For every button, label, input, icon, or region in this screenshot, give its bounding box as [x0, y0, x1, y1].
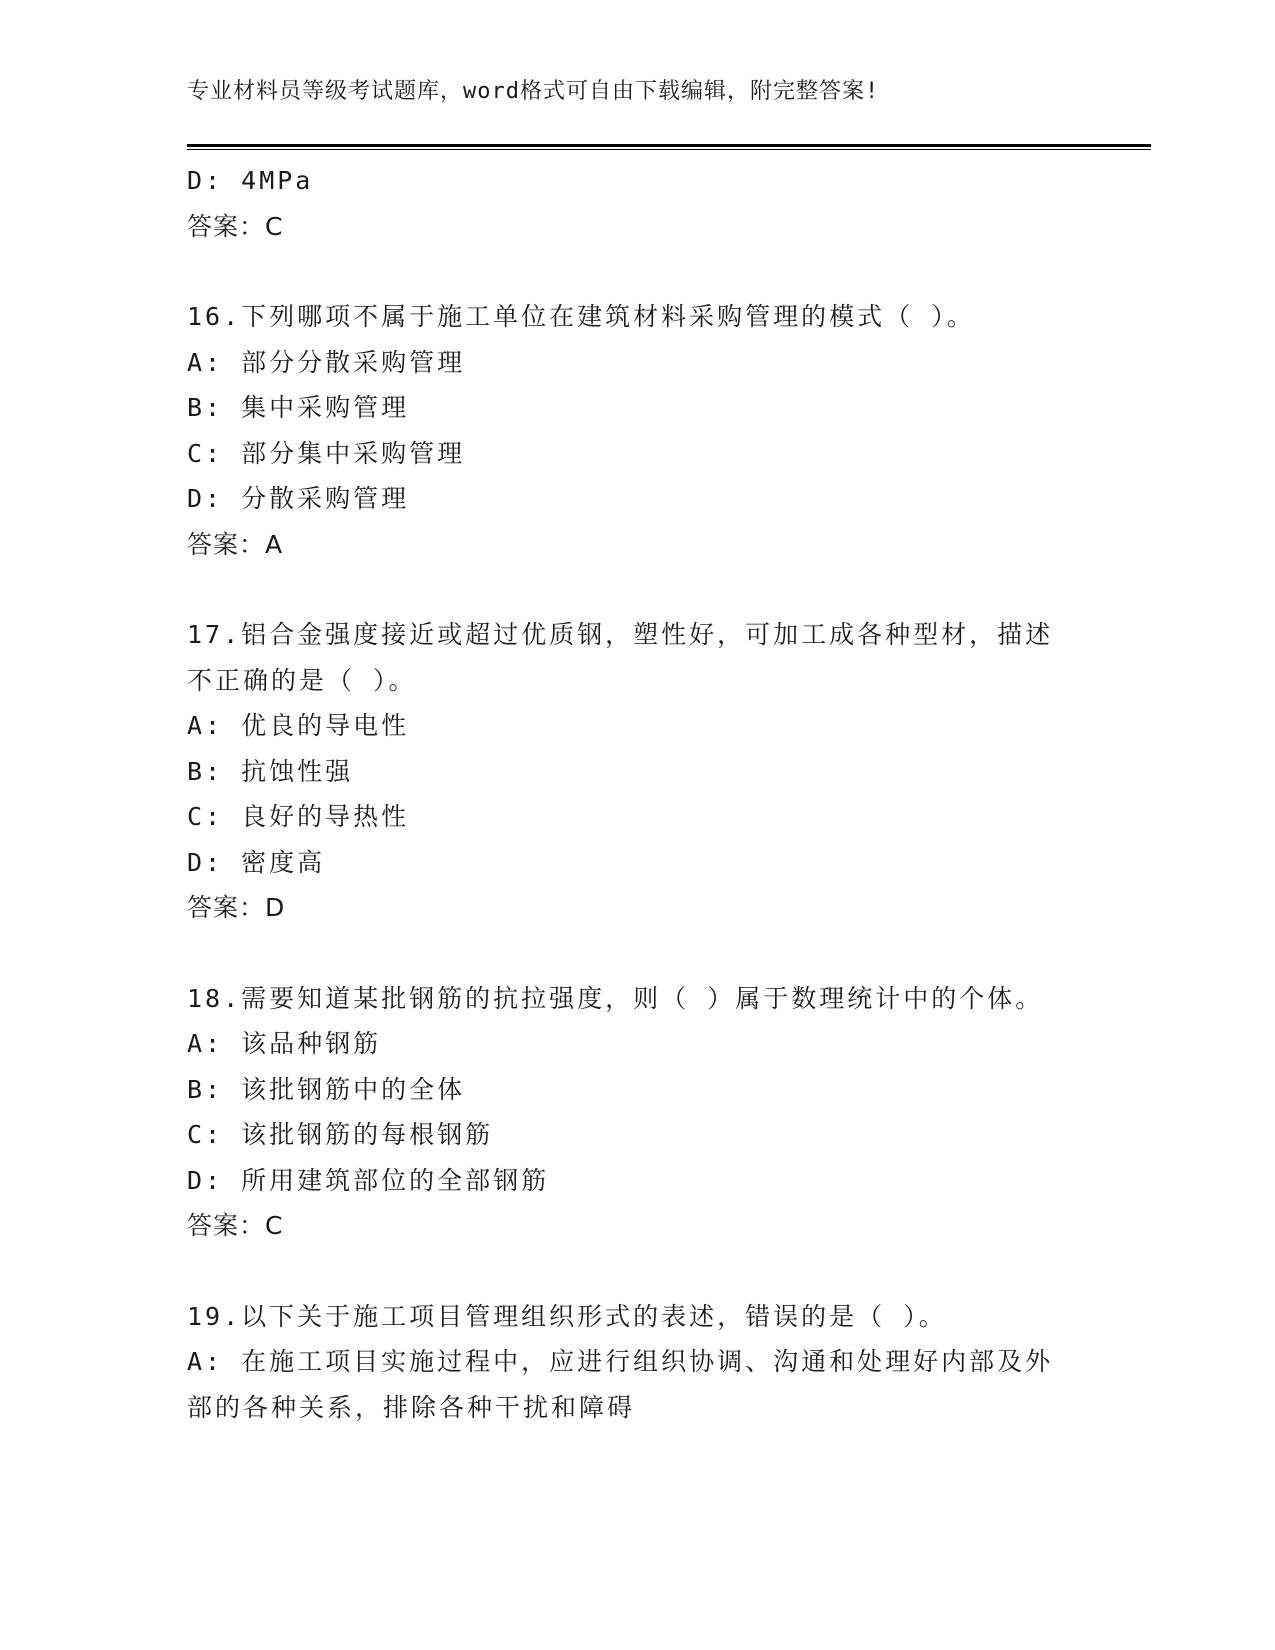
answer: 答案：D	[187, 893, 286, 922]
option-d: D: 所用建筑部位的全部钢筋	[187, 1165, 550, 1195]
spacer	[187, 1249, 1087, 1294]
answer: 答案：A	[187, 529, 284, 559]
option-a: A: 该品种钢筋	[187, 1029, 382, 1058]
option-d: D: 4MPa	[187, 166, 314, 195]
question-text: 18.需要知道某批钢筋的抗拉强度，则（ ）属于数理统计中的个体。	[187, 983, 1044, 1013]
option-c: C: 良好的导热性	[187, 802, 410, 831]
spacer	[187, 931, 1087, 976]
option-b: B: 抗蚀性强	[187, 756, 354, 786]
question-list	[187, 158, 1087, 1430]
option-c: C: 该批钢筋的每根钢筋	[187, 1120, 494, 1149]
spacer	[187, 249, 1087, 294]
option-c: C: 部分集中采购管理	[187, 438, 466, 468]
answer: 答案：C	[187, 1211, 284, 1240]
option-a-continued: 部的各种关系，排除各种干扰和障碍	[187, 1392, 636, 1422]
option-b: B: 集中采购管理	[187, 393, 410, 422]
answer: 答案：C	[187, 211, 284, 241]
option-a: A: 优良的导电性	[187, 711, 410, 740]
header-rule-thin	[187, 149, 1151, 150]
question-text-continued: 不正确的是（ ）。	[187, 665, 417, 695]
spacer	[187, 567, 1087, 612]
question-17	[187, 612, 1087, 931]
option-d: D: 分散采购管理	[187, 484, 410, 513]
question-16	[187, 294, 1087, 567]
option-d: D: 密度高	[187, 847, 326, 877]
question-text: 19.以下关于施工项目管理组织形式的表述，错误的是（ ）。	[187, 1301, 947, 1331]
question-18	[187, 976, 1087, 1249]
option-b: B: 该批钢筋中的全体	[187, 1074, 466, 1104]
page-header: 专业材料员等级考试题库，word格式可自由下载编辑，附完整答案!	[187, 79, 880, 104]
question-19	[187, 1294, 1087, 1431]
header-rule-thick	[187, 144, 1151, 147]
question-text: 17.铝合金强度接近或超过优质钢，塑性好，可加工成各种型材，描述	[187, 620, 1054, 649]
option-a: A: 部分分散采购管理	[187, 347, 466, 377]
option-a: A: 在施工项目实施过程中，应进行组织协调、沟通和处理好内部及外	[187, 1347, 1054, 1376]
question-text: 16.下列哪项不属于施工单位在建筑材料采购管理的模式（ ）。	[187, 302, 975, 331]
